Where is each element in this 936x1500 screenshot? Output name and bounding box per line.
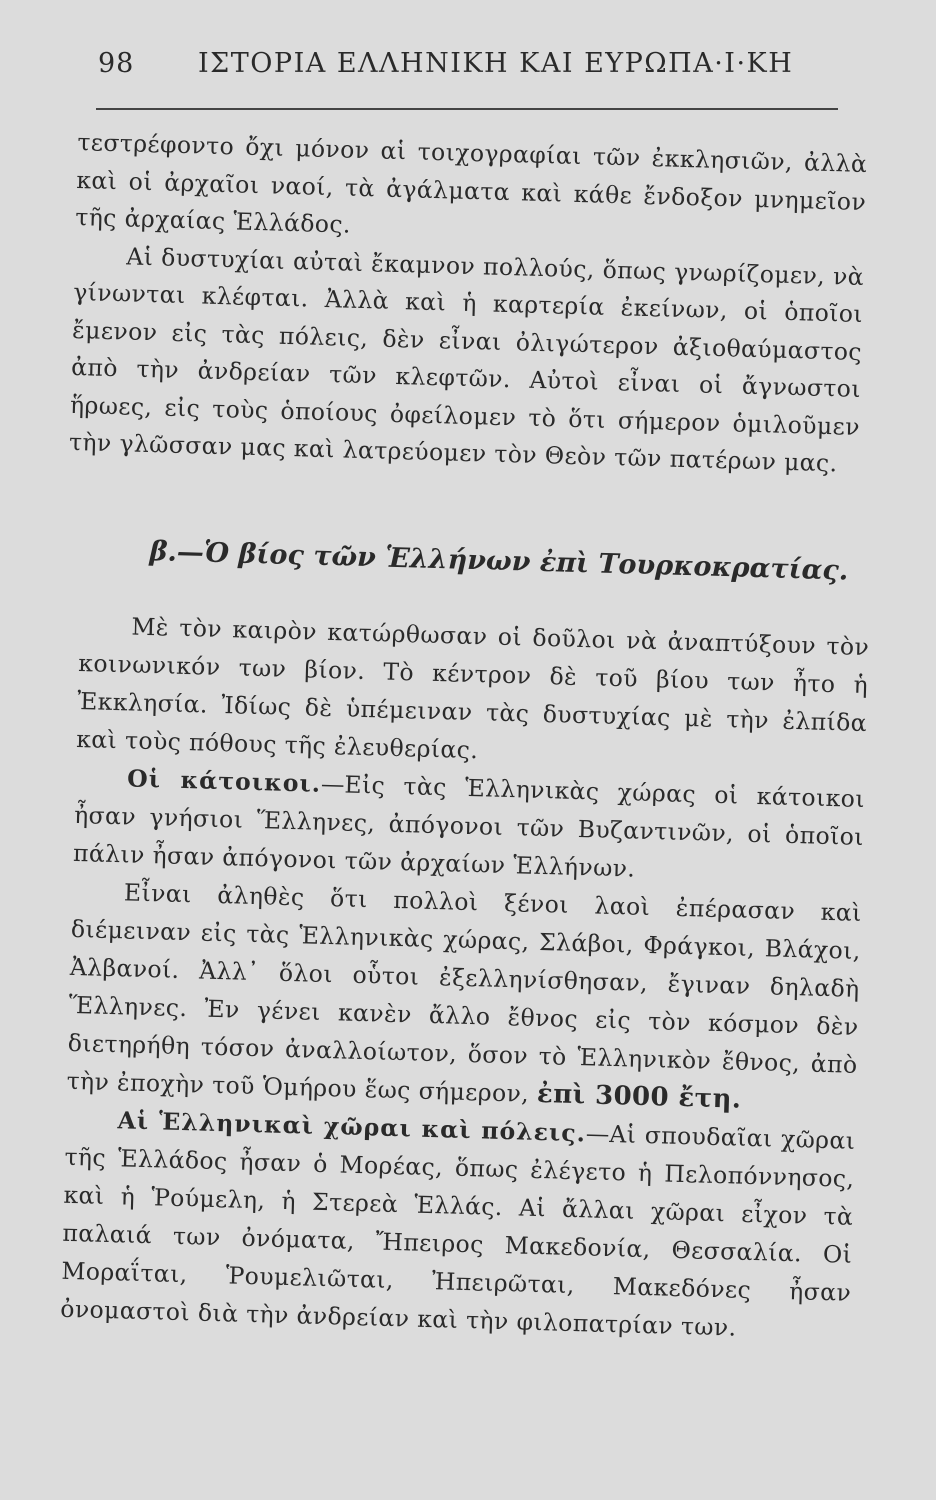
intro-text (69, 124, 868, 483)
dash-separator: — (585, 1119, 610, 1148)
dash-separator: — (320, 769, 345, 799)
running-head: ΙΣΤΟΡΙΑ ΕΛΛΗΝΙΚΗ ΚΑΙ ΕΥΡΩΠΑ·Ι·ΚΗ (198, 48, 794, 79)
paragraph: τεστρέφοντο ὄχι μόνον αἱ τοιχογραφίαι τῶν ἐκκλησιῶν, ἀλλὰ καὶ οἱ ἀρχαῖοι ναοί, τὰ ἀγάλματα καὶ κάθε ἔνδοξον μνημεῖον τῆς ἀρχαίας Ἑλλάδος. (75, 127, 868, 239)
paragraph: Μὲ τὸν καιρὸν κατώρθωσαν οἱ δοῦλοι νὰ ἀναπτύξουν τὸν κοινωνικόν των βίον. Τὸ κέντρον δὲ τοῦ βίου των ἦτο ἡ Ἐκκλησία. Ἰδίως δὲ ὑπέμειναν τὰς δυστυχίας μὲ τὴν ἐλπίδα καὶ τοὺς πόθους τῆς ἐλευθερίας. (75, 612, 870, 765)
paragraph-lead: Οἱ κάτοικοι. (126, 764, 322, 798)
section-title: β.—Ὁ βίος τῶν Ἑλλήνων ἐπὶ Τουρκοκρατίας. (149, 536, 849, 587)
header-rule (96, 108, 838, 110)
page-header (98, 48, 838, 104)
paragraph-body: Εἶναι ἀληθὲς ὅτι πολλοὶ ξένοι λαοὶ ἐπέρασαν καὶ διέμειναν εἰς τὰς Ἑλληνικὰς χώρας, Σλάβοι, Φράγκοι, Βλάχοι, Ἀλβανοί. Ἀλλ᾽ ὅλοι οὗτοι ἐξελληνίσθησαν, ἔγιναν δηλαδὴ Ἕλληνες. Ἐν γένει κανὲν ἄλλο ἔθνος εἰς τὸν κόσμον δὲν διετηρήθη τόσον ἀναλλοίωτον, ὅσον τὸ Ἑλληνικὸν ἔθνος, ἀπὸ τὴν ἐποχὴν τοῦ Ὁμήρου ἕως σήμερον, (66, 878, 863, 1108)
paragraph (73, 758, 866, 894)
paragraph: Αἱ δυστυχίαι αὐταὶ ἔκαμνον πολλούς, ὅπως γνωρίζομεν, νὰ γίνωνται κλέφται. Ἀλλὰ καὶ ἡ καρτερία ἐκείνων, οἱ ὁποῖοι ἔμενον εἰς τὰς πόλεις, δὲν εἶναι ὀλιγώτερον ἀξιοθαύμαστος ἀπὸ τὴν ἀνδρείαν τῶν κλεφτῶν. Αὐτοὶ εἶναι οἱ ἄγνωστοι ἥρωες, εἰς τοὺς ὁποίους ὀφείλομεν τὸ ὅτι σήμερον ὁμιλοῦμεν τὴν γλῶσσαν μας καὶ λατρεύομεν τὸν Θεὸν τῶν πατέρων μας. (68, 241, 865, 478)
paragraph-lead: Αἱ Ἑλληνικαὶ χῶραι καὶ πόλεις. (117, 1106, 587, 1148)
paragraph-body: Αἱ σπουδαῖαι χῶραι τῆς Ἑλλάδος ἦσαν ὁ Μορέας, ὅπως ἐλέγετο ἡ Πελοπόννησος, καὶ ἡ Ῥούμελη, ἡ Στερεὰ Ἑλλάς. Αἱ ἄλλαι χῶραι εἶχον τὰ παλαιά των ὀνόματα, Ἤπειρος Μακεδονία, Θεσσαλία. Οἱ Μοραΐται, Ῥουμελιῶται, Ἠπειρῶται, Μακεδόνες ἦσαν ὀνομαστοὶ διὰ τὴν ἀνδρείαν καὶ τὴν φιλοπατρίαν των. (59, 1119, 856, 1342)
page-number: 98 (98, 48, 135, 79)
paragraph-body: Εἰς τὰς Ἑλληνικὰς χώρας οἱ κάτοικοι ἦσαν γνήσιοι Ἕλληνες, ἀπόγονοι τῶν Βυζαντινῶν, οἱ ὁποῖοι πάλιν ἦσαν ἀπόγονοι τῶν ἀρχαίων Ἑλλήνων. (72, 770, 866, 883)
paragraph (60, 1100, 856, 1350)
emphasis: ἐπὶ 3000 ἔτη. (536, 1078, 742, 1115)
section-text (60, 606, 870, 1350)
paragraph (66, 872, 862, 1122)
